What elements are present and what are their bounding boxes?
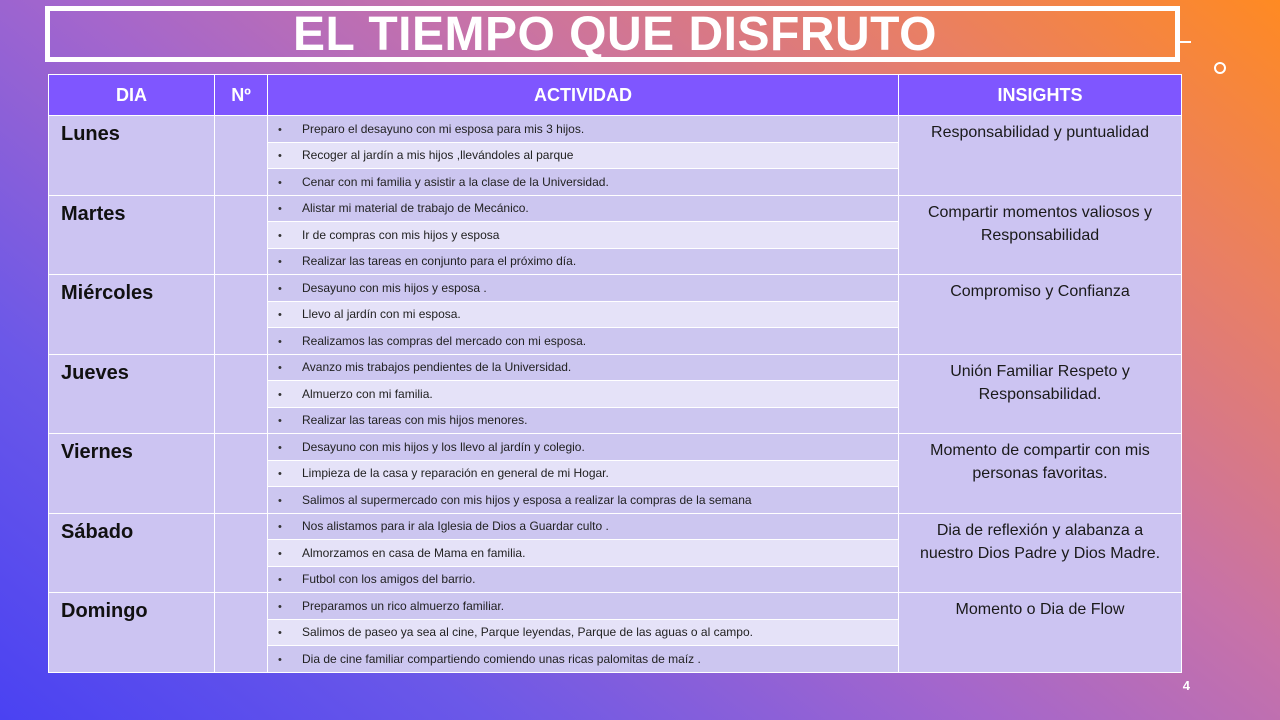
activity-cell xyxy=(268,619,899,646)
day-cell: Lunes xyxy=(49,116,215,196)
header-row xyxy=(49,75,1182,116)
activity-text: Almorzamos en casa de Mama en familia. xyxy=(302,545,526,560)
activity-text: Futbol con los amigos del barrio. xyxy=(302,572,476,587)
number-cell xyxy=(215,593,268,673)
bullet-icon: • xyxy=(278,388,282,401)
activity-cell xyxy=(268,354,899,381)
table-row xyxy=(49,593,1182,620)
bullet-icon: • xyxy=(278,362,282,375)
activity-text: Realizar las tareas en conjunto para el próximo día. xyxy=(302,254,577,269)
activity-cell xyxy=(268,566,899,593)
bullet-icon: • xyxy=(278,282,282,295)
activity-cell xyxy=(268,381,899,408)
table-row xyxy=(49,513,1182,540)
activity-cell xyxy=(268,434,899,461)
table-row xyxy=(49,195,1182,222)
insight-cell: Unión Familiar Respeto y Responsabilidad. xyxy=(899,354,1182,434)
activity-text: Realizamos las compras del mercado con mi esposa. xyxy=(302,333,587,348)
activity-text: Limpieza de la casa y reparación en general de mi Hogar. xyxy=(302,466,609,481)
number-cell xyxy=(215,354,268,434)
bullet-icon: • xyxy=(278,309,282,322)
activity-cell xyxy=(268,328,899,355)
activity-cell xyxy=(268,487,899,514)
header-day: DIA xyxy=(49,75,215,116)
number-cell xyxy=(215,116,268,196)
activity-text: Avanzo mis trabajos pendientes de la Universidad. xyxy=(302,360,572,375)
activity-text: Dia de cine familiar compartiendo comiendo unas ricas palomitas de maíz . xyxy=(302,651,701,666)
activity-text: Salimos de paseo ya sea al cine, Parque leyendas, Parque de las aguas o al campo. xyxy=(302,625,753,640)
bullet-icon: • xyxy=(278,150,282,163)
weekly-activity-table xyxy=(48,74,1182,673)
activity-cell xyxy=(268,646,899,673)
header-number: Nº xyxy=(215,75,268,116)
bullet-icon: • xyxy=(278,468,282,481)
insight-cell: Momento o Dia de Flow xyxy=(899,593,1182,673)
bullet-icon: • xyxy=(278,600,282,613)
activity-text: Desayuno con mis hijos y esposa . xyxy=(302,280,487,295)
activity-cell xyxy=(268,169,899,196)
insight-cell: Compromiso y Confianza xyxy=(899,275,1182,355)
bullet-icon: • xyxy=(278,441,282,454)
activity-cell xyxy=(268,248,899,275)
activity-cell xyxy=(268,116,899,143)
activity-cell xyxy=(268,275,899,302)
number-cell xyxy=(215,513,268,593)
decorative-dash xyxy=(1176,41,1191,43)
activity-cell xyxy=(268,513,899,540)
activity-text: Realizar las tareas con mis hijos menores. xyxy=(302,413,528,428)
insight-cell: Compartir momentos valiosos y Responsabilidad xyxy=(899,195,1182,275)
activity-text: Desayuno con mis hijos y los llevo al jardín y colegio. xyxy=(302,439,585,454)
bullet-icon: • xyxy=(278,627,282,640)
bullet-icon: • xyxy=(278,203,282,216)
bullet-icon: • xyxy=(278,123,282,136)
activity-cell xyxy=(268,407,899,434)
day-cell: Viernes xyxy=(49,434,215,514)
activity-cell xyxy=(268,301,899,328)
activity-text: Alistar mi material de trabajo de Mecánico. xyxy=(302,201,529,216)
day-cell: Miércoles xyxy=(49,275,215,355)
table-row xyxy=(49,116,1182,143)
number-cell xyxy=(215,434,268,514)
page-title: EL TIEMPO QUE DISFRUTO xyxy=(293,8,937,61)
table-header xyxy=(49,75,1182,116)
activity-cell xyxy=(268,222,899,249)
activity-text: Nos alistamos para ir ala Iglesia de Dios a Guardar culto . xyxy=(302,519,609,534)
decorative-circle-icon xyxy=(1214,62,1226,74)
header-insights: INSIGHTS xyxy=(899,75,1182,116)
bullet-icon: • xyxy=(278,521,282,534)
bullet-icon: • xyxy=(278,335,282,348)
number-cell xyxy=(215,275,268,355)
bullet-icon: • xyxy=(278,256,282,269)
activity-text: Salimos al supermercado con mis hijos y esposa a realizar la compras de la semana xyxy=(302,492,752,507)
insight-cell: Responsabilidad y puntualidad xyxy=(899,116,1182,196)
activity-text: Cenar con mi familia y asistir a la clase de la Universidad. xyxy=(302,174,609,189)
table-row xyxy=(49,434,1182,461)
day-cell: Martes xyxy=(49,195,215,275)
insight-cell: Momento de compartir con mis personas favoritas. xyxy=(899,434,1182,514)
bullet-icon: • xyxy=(278,574,282,587)
activity-text: Almuerzo con mi familia. xyxy=(302,386,433,401)
activity-text: Llevo al jardín con mi esposa. xyxy=(302,307,461,322)
bullet-icon: • xyxy=(278,229,282,242)
header-activity: ACTIVIDAD xyxy=(268,75,899,116)
activity-cell xyxy=(268,460,899,487)
bullet-icon: • xyxy=(278,547,282,560)
day-cell: Jueves xyxy=(49,354,215,434)
activity-cell xyxy=(268,142,899,169)
bullet-icon: • xyxy=(278,176,282,189)
activity-cell xyxy=(268,540,899,567)
activity-text: Recoger al jardín a mis hijos ,llevándoles al parque xyxy=(302,148,574,163)
activity-text: Ir de compras con mis hijos y esposa xyxy=(302,227,500,242)
number-cell xyxy=(215,195,268,275)
bullet-icon: • xyxy=(278,415,282,428)
activity-cell xyxy=(268,195,899,222)
bullet-icon: • xyxy=(278,653,282,666)
insight-cell: Dia de reflexión y alabanza a nuestro Dios Padre y Dios Madre. xyxy=(899,513,1182,593)
table-body xyxy=(49,116,1182,673)
activity-text: Preparamos un rico almuerzo familiar. xyxy=(302,598,505,613)
activity-cell xyxy=(268,593,899,620)
activity-text: Preparo el desayuno con mi esposa para mis 3 hijos. xyxy=(302,121,585,136)
slide-number: 4 xyxy=(1182,678,1190,693)
day-cell: Sábado xyxy=(49,513,215,593)
day-cell: Domingo xyxy=(49,593,215,673)
table-row xyxy=(49,275,1182,302)
bullet-icon: • xyxy=(278,494,282,507)
table-row xyxy=(49,354,1182,381)
